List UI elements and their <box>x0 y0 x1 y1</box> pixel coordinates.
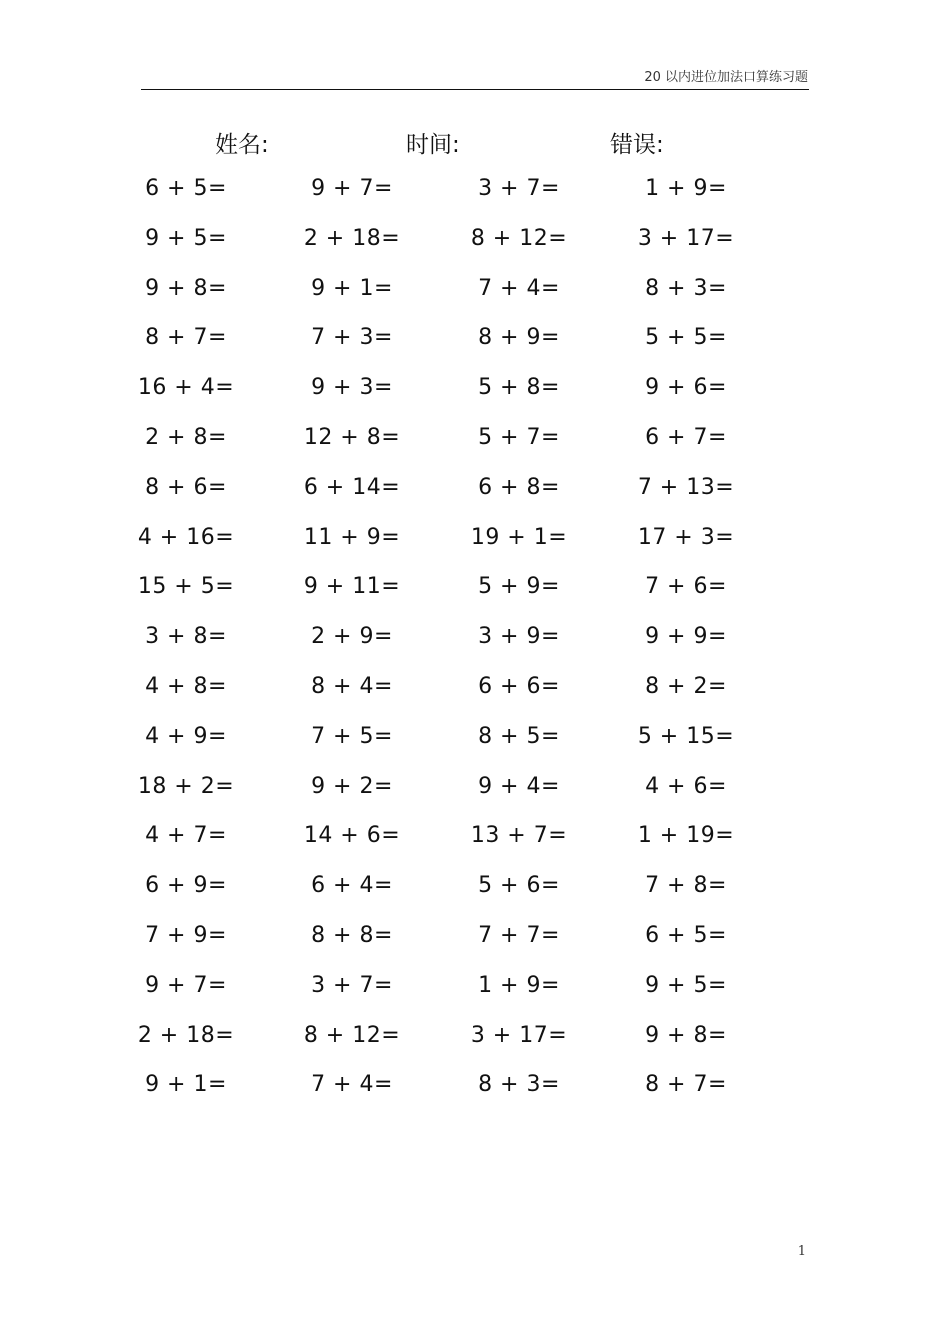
problem-item: 5 + 8= <box>478 375 560 401</box>
problem-item: 9 + 1= <box>145 1072 227 1098</box>
problem-item: 4 + 7= <box>145 823 227 849</box>
name-label: 姓名: <box>215 132 269 158</box>
problem-item: 5 + 15= <box>637 723 735 749</box>
problem-item: 9 + 1= <box>311 275 393 301</box>
problem-item: 7 + 3= <box>311 325 393 351</box>
problem-item: 8 + 3= <box>478 1072 560 1098</box>
problem-item: 2 + 18= <box>303 225 401 251</box>
problem-item: 8 + 5= <box>478 723 560 749</box>
problem-item: 18 + 2= <box>137 773 235 799</box>
problem-item: 8 + 12= <box>303 1022 401 1048</box>
problem-item: 9 + 4= <box>478 773 560 799</box>
problem-item: 2 + 18= <box>137 1022 235 1048</box>
problem-item: 9 + 2= <box>311 773 393 799</box>
problem-item: 15 + 5= <box>137 574 235 600</box>
problem-item: 5 + 5= <box>645 325 727 351</box>
problem-item: 7 + 8= <box>645 873 727 899</box>
problem-item: 1 + 9= <box>645 176 727 201</box>
problem-item: 9 + 7= <box>311 176 393 201</box>
problem-item: 3 + 7= <box>311 972 393 998</box>
problem-item: 3 + 8= <box>145 624 227 650</box>
problem-item: 1 + 9= <box>478 972 560 998</box>
problem-item: 4 + 8= <box>145 674 227 699</box>
problem-item: 8 + 9= <box>478 325 560 351</box>
header-title: 20 以内进位加法口算练习题 <box>644 70 808 85</box>
problem-item: 8 + 3= <box>645 275 727 301</box>
problem-item: 13 + 7= <box>470 823 568 849</box>
problem-item: 7 + 5= <box>311 723 393 749</box>
problem-item: 1 + 19= <box>637 823 735 849</box>
problem-item: 5 + 9= <box>478 574 560 600</box>
problem-item: 6 + 4= <box>311 873 393 899</box>
problem-item: 9 + 7= <box>145 972 227 998</box>
page-number: 1 <box>797 1244 806 1259</box>
problem-item: 8 + 12= <box>470 225 568 251</box>
problem-item: 6 + 8= <box>478 474 560 500</box>
problem-item: 6 + 9= <box>145 873 227 899</box>
problem-item: 6 + 5= <box>645 923 727 948</box>
problem-item: 7 + 13= <box>637 474 735 500</box>
problem-item: 9 + 8= <box>145 275 227 301</box>
problem-item: 4 + 16= <box>137 524 235 550</box>
problem-item: 5 + 6= <box>478 873 560 899</box>
problem-item: 9 + 3= <box>311 375 393 401</box>
problem-item: 9 + 6= <box>645 375 727 401</box>
problem-item: 4 + 6= <box>645 773 727 799</box>
problem-item: 7 + 7= <box>478 923 560 948</box>
problem-item: 7 + 4= <box>311 1072 393 1098</box>
problem-item: 9 + 8= <box>645 1022 727 1048</box>
problem-item: 6 + 14= <box>303 474 401 500</box>
problem-item: 9 + 11= <box>303 574 401 600</box>
problem-item: 17 + 3= <box>637 524 735 550</box>
problem-item: 8 + 8= <box>311 923 393 948</box>
problem-item: 14 + 6= <box>303 823 401 849</box>
problem-item: 8 + 7= <box>145 325 227 351</box>
problem-item: 19 + 1= <box>470 524 568 550</box>
problem-item: 7 + 4= <box>478 275 560 301</box>
problem-item: 3 + 9= <box>478 624 560 650</box>
problem-item: 11 + 9= <box>303 524 401 550</box>
problem-item: 2 + 9= <box>311 624 393 650</box>
problem-item: 12 + 8= <box>303 425 401 450</box>
problem-item: 3 + 17= <box>637 225 735 251</box>
problem-item: 6 + 5= <box>145 176 227 201</box>
problem-item: 2 + 8= <box>145 425 227 450</box>
problem-item: 8 + 2= <box>645 674 727 699</box>
problem-item: 8 + 6= <box>145 474 227 500</box>
problem-item: 3 + 17= <box>470 1022 568 1048</box>
problem-item: 16 + 4= <box>137 375 235 401</box>
problem-item: 5 + 7= <box>478 425 560 450</box>
time-label: 时间: <box>406 132 460 158</box>
problem-item: 6 + 7= <box>645 425 727 450</box>
problem-item: 3 + 7= <box>478 176 560 201</box>
errors-label: 错误: <box>610 132 664 158</box>
problem-item: 6 + 6= <box>478 674 560 699</box>
problem-item: 4 + 9= <box>145 723 227 749</box>
problem-item: 8 + 7= <box>645 1072 727 1098</box>
problem-item: 9 + 5= <box>645 972 727 998</box>
problem-item: 8 + 4= <box>311 674 393 699</box>
problem-item: 7 + 6= <box>645 574 727 600</box>
problem-item: 7 + 9= <box>145 923 227 948</box>
problem-item: 9 + 5= <box>145 225 227 251</box>
problem-item: 9 + 9= <box>645 624 727 650</box>
